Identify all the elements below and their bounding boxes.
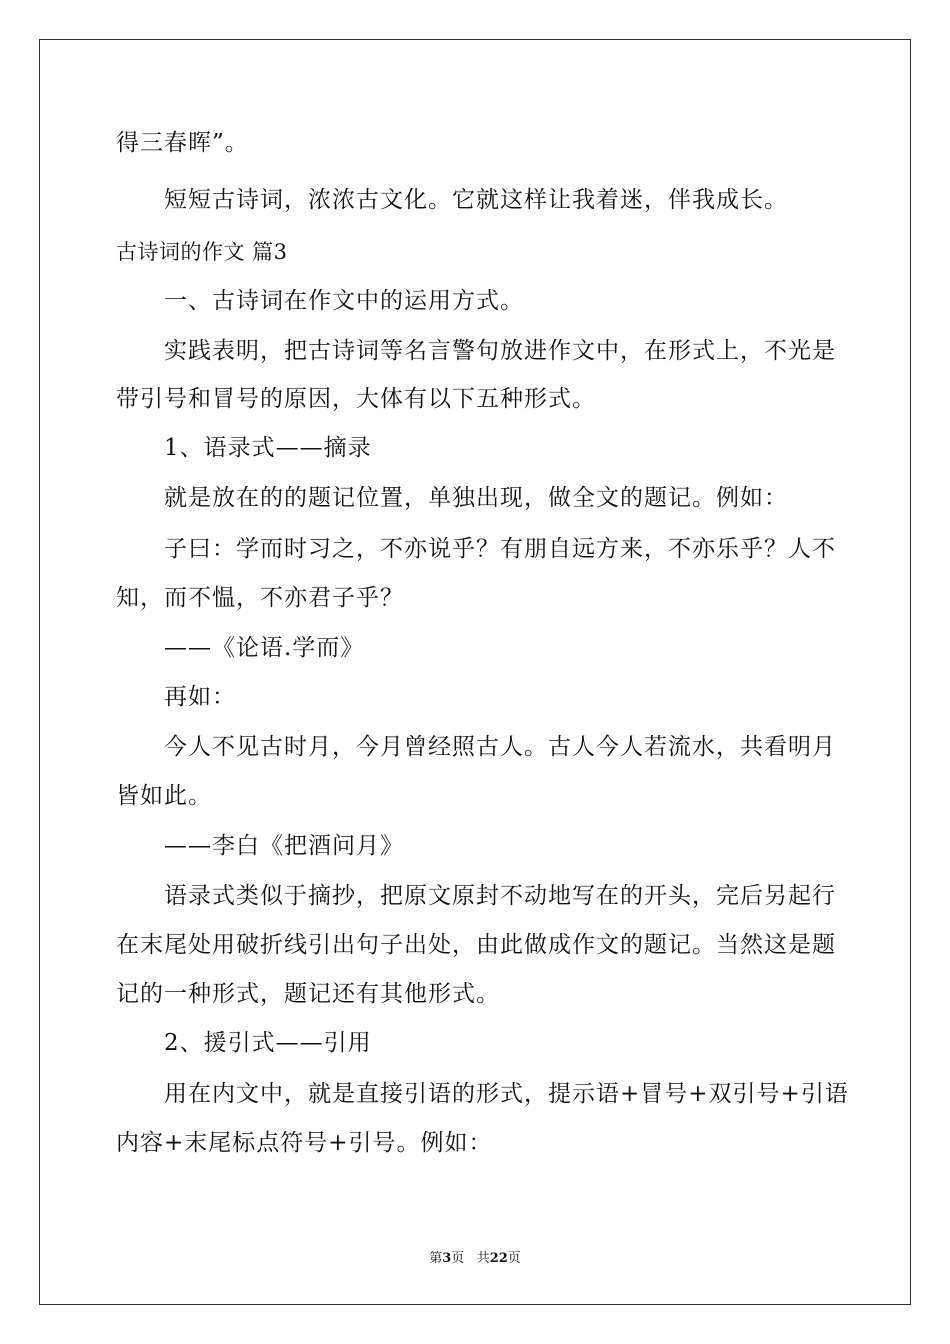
text-line: 实践表明，把古诗词等名言警句放进作文中，在形式上，不光是 <box>164 338 836 364</box>
page-unit: 页 <box>451 1251 465 1266</box>
text-line: 知，而不愠，不亦君子乎？ <box>116 585 404 611</box>
text-line: 1、语录式——摘录 <box>164 435 372 461</box>
total-unit: 页 <box>507 1251 521 1266</box>
text-line: 子曰：学而时习之，不亦说乎？有朋自远方来，不亦乐乎？人不 <box>164 536 836 562</box>
page-border <box>39 39 911 1305</box>
text-line: ——《论语.学而》 <box>164 635 365 661</box>
text-line: 今人不见古时月，今月曾经照古人。古人今人若流水，共看明月 <box>164 734 836 760</box>
page-prefix: 第 <box>429 1251 443 1266</box>
text-line: 内容+末尾标点符号+引号。例如： <box>116 1130 493 1156</box>
text-line: 2、援引式——引用 <box>164 1030 372 1056</box>
total-pages: 22 <box>489 1251 508 1266</box>
text-line: 短短古诗词，浓浓古文化。它就这样让我着迷，伴我成长。 <box>164 187 788 213</box>
text-line: ——李白《把酒问月》 <box>164 833 404 859</box>
text-line: 用在内文中，就是直接引语的形式，提示语+冒号+双引号+引语 <box>164 1081 849 1107</box>
text-line: 带引号和冒号的原因，大体有以下五种形式。 <box>116 386 596 412</box>
text-line: 在末尾处用破折线引出句子出处，由此做成作文的题记。当然这是题 <box>116 932 836 958</box>
text-line: 皆如此。 <box>116 783 212 809</box>
total-prefix: 共 <box>476 1251 490 1266</box>
page-footer <box>0 1247 950 1266</box>
text-line: 语录式类似于摘抄，把原文原封不动地写在的开头，完后另起行 <box>164 883 836 909</box>
text-line: 再如： <box>164 684 236 710</box>
text-line: 就是放在的的题记位置，单独出现，做全文的题记。例如： <box>164 485 788 511</box>
page-number: 3 <box>442 1251 452 1266</box>
text-line: 得三春晖”。 <box>116 130 249 156</box>
section-heading: 古诗词的作文 篇3 <box>116 240 288 264</box>
text-line: 记的一种形式，题记还有其他形式。 <box>116 981 500 1007</box>
text-line: 一、古诗词在作文中的运用方式。 <box>164 288 524 314</box>
